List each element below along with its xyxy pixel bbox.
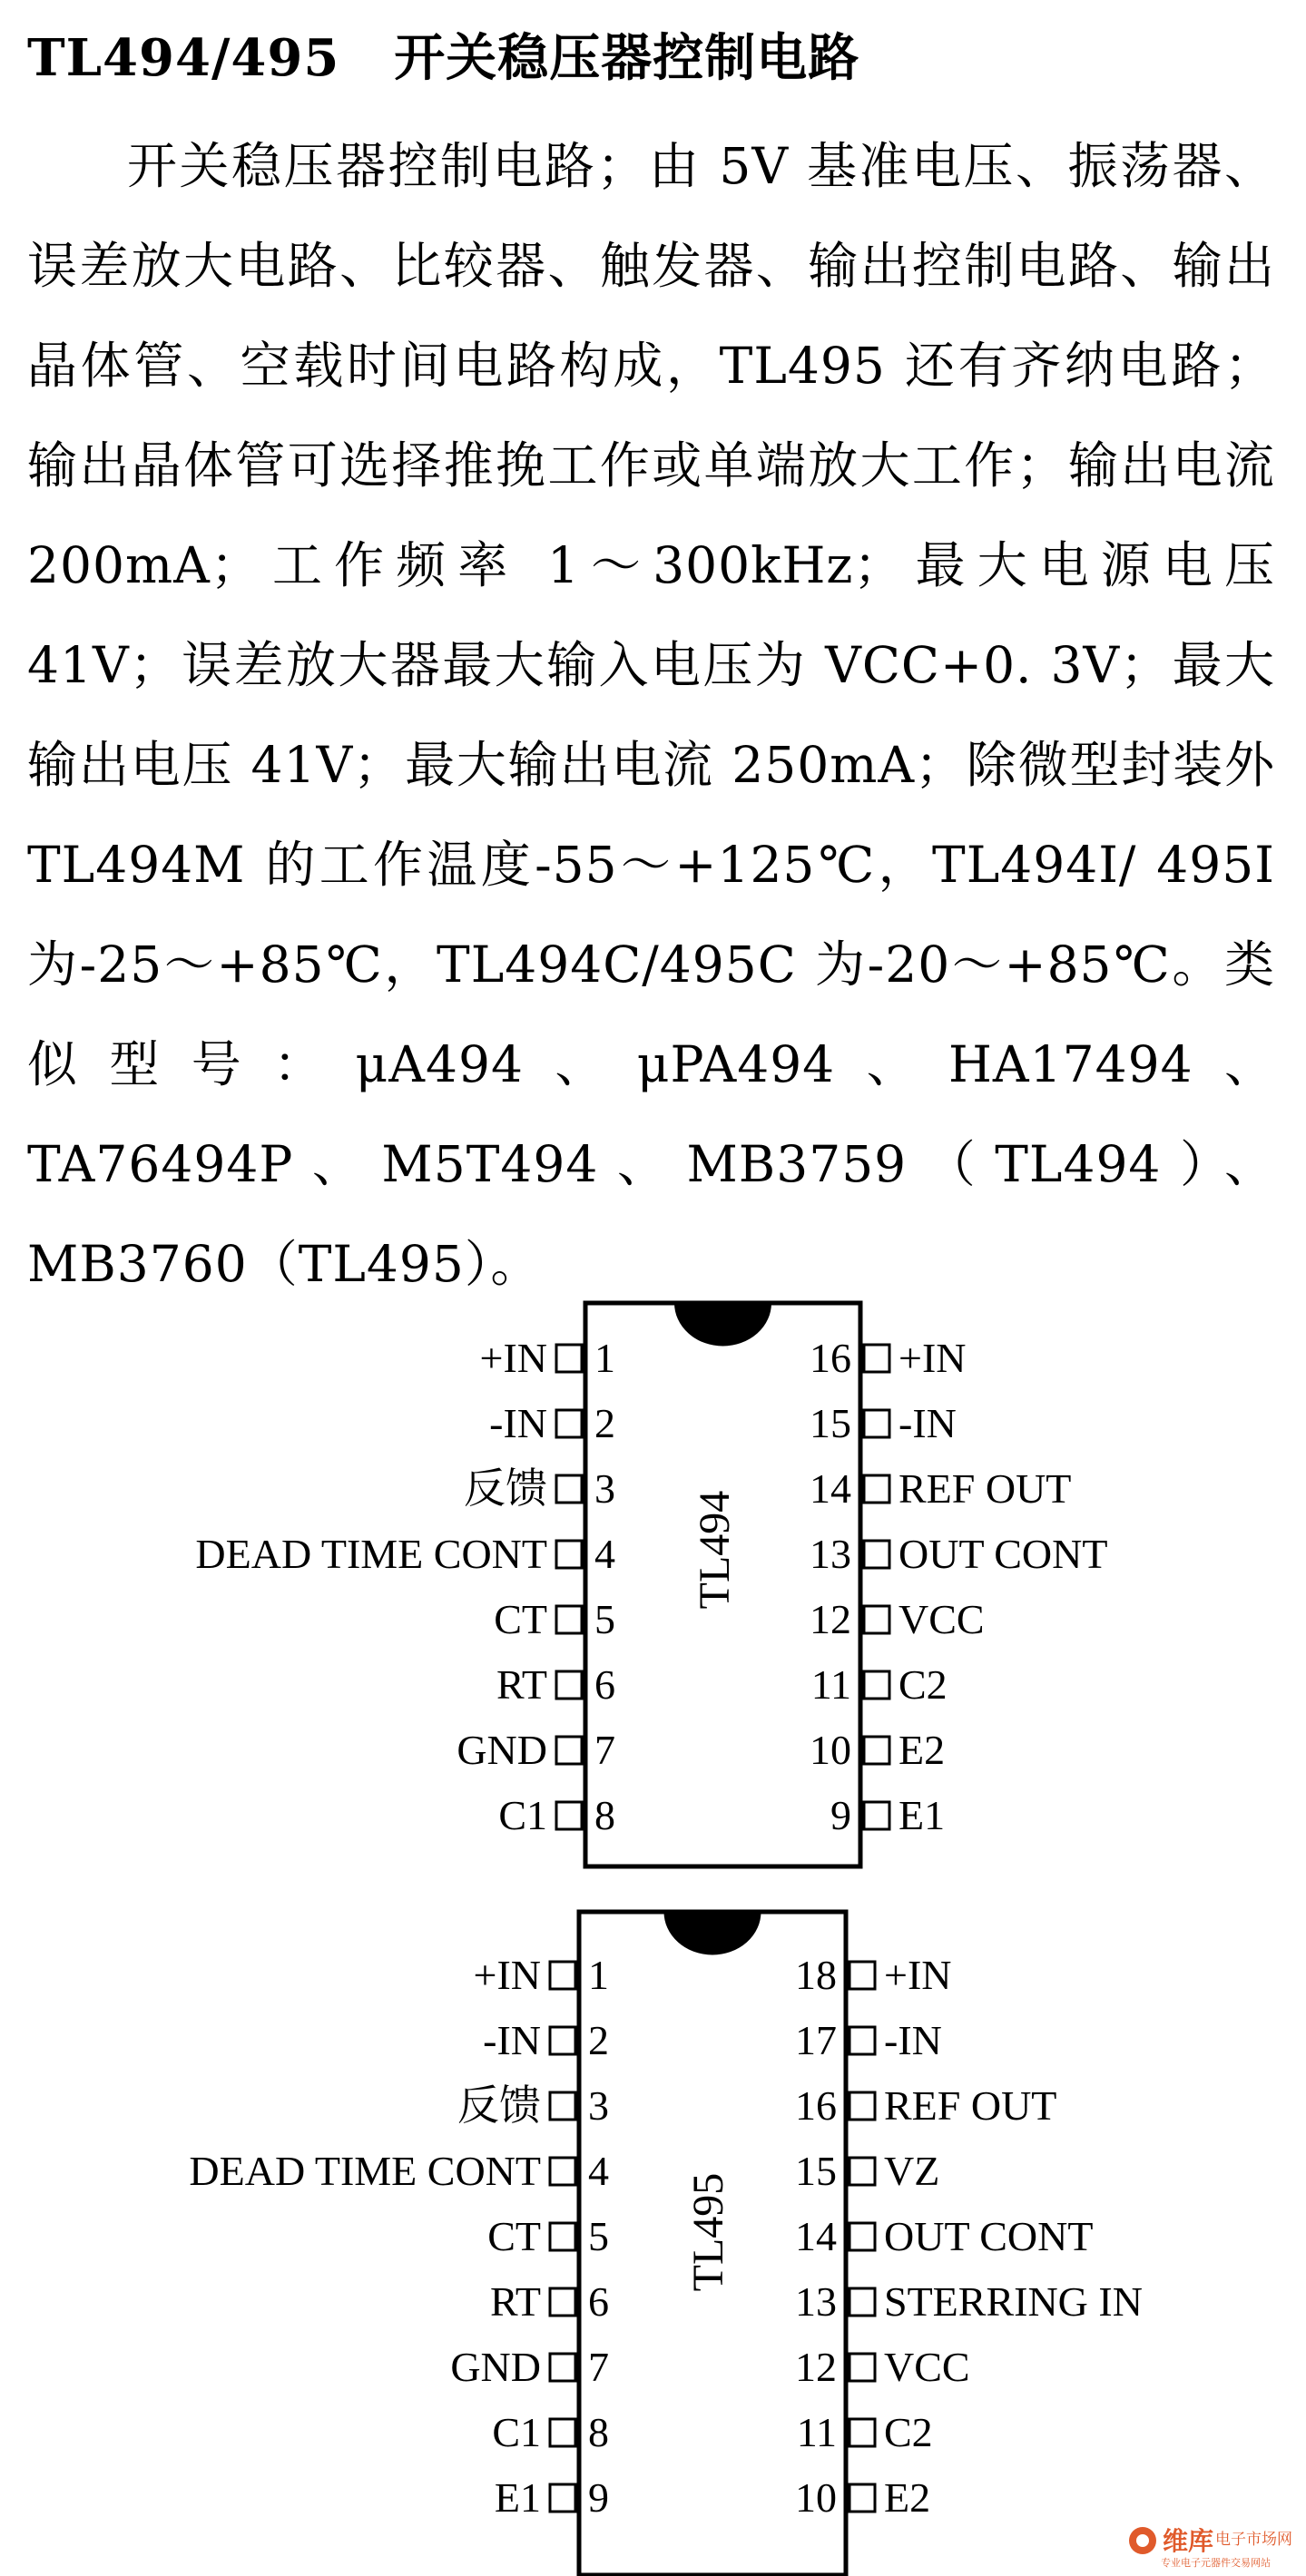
chip1-pin-number-left: 4 — [594, 1531, 615, 1577]
chip2-pin-name-right: OUT CONT — [884, 2213, 1094, 2259]
chip2-pin-number-left: 7 — [588, 2344, 609, 2390]
chip2-pin-name-left: +IN — [473, 1952, 541, 1998]
chip2-pin-number-left: 1 — [588, 1952, 609, 1998]
chip2-pin-name-left: RT — [489, 2278, 541, 2325]
chip1-pin-name-left: +IN — [479, 1335, 547, 1381]
chip2-pin-name-left: 反馈 — [457, 2082, 541, 2129]
chip1-pin-number-right: 12 — [810, 1596, 851, 1642]
chip1-pin-number-right: 11 — [810, 1661, 851, 1708]
chip1-pin-pad-right — [864, 1475, 889, 1503]
chip1-pin-pad-left — [556, 1802, 582, 1829]
chip2-pin-number-right: 18 — [795, 1952, 837, 1998]
chip1-pin-pad-right — [864, 1345, 889, 1372]
chip2-pin-name-right: C2 — [884, 2409, 933, 2455]
chip1-pin-name-left: DEAD TIME CONT — [195, 1531, 547, 1577]
chip1-pin-number-left: 1 — [594, 1335, 615, 1381]
chip2-pin-number-right: 13 — [795, 2278, 837, 2325]
chip2-pin-pad-left — [550, 2158, 575, 2185]
chip1-pin-name-right: E1 — [898, 1792, 946, 1838]
chip1-pin-number-right: 15 — [810, 1400, 851, 1446]
chip2-pin-number-left: 3 — [588, 2082, 609, 2129]
chip2-pin-pad-left — [550, 2484, 575, 2512]
chip1-pin-pad-right — [864, 1410, 889, 1437]
chip1-pin-pad-left — [556, 1737, 582, 1764]
chip2-pin-name-right: +IN — [884, 1952, 952, 1998]
chip1-pin-number-left: 8 — [594, 1792, 615, 1838]
chip1-pin-name-right: C2 — [898, 1661, 948, 1708]
chip2-pin-pad-right — [849, 2158, 875, 2185]
chip1-pin-pad-right — [864, 1541, 889, 1568]
chip2-pin-name-left: C1 — [492, 2409, 541, 2455]
chip1-pin-pad-right — [864, 1606, 889, 1633]
chip2-pin-number-right: 12 — [795, 2344, 837, 2390]
chip2-orientation-notch-icon — [665, 1912, 760, 1954]
chip1-pin-name-right: OUT CONT — [898, 1531, 1108, 1577]
chip2-pin-name-left: DEAD TIME CONT — [189, 2148, 541, 2194]
chip2-pin-pad-right — [849, 2092, 875, 2120]
chip2-pin-name-right: REF OUT — [884, 2082, 1057, 2129]
chip2-pin-name-right: VZ — [884, 2148, 940, 2194]
chip1-pin-name-left: C1 — [498, 1792, 547, 1838]
chip1-pin-number-left: 6 — [594, 1661, 615, 1708]
chip2-pin-pad-left — [550, 2223, 575, 2250]
chip2-pin-pad-right — [849, 2354, 875, 2381]
chip1-pin-pad-left — [556, 1671, 582, 1699]
chip1-pin-number-right: 14 — [810, 1465, 851, 1512]
chip2-pin-number-left: 4 — [588, 2148, 609, 2194]
chip2-pin-pad-right — [849, 2223, 875, 2250]
chip1-pin-name-left: 反馈 — [464, 1465, 547, 1512]
chip2-pin-number-right: 11 — [796, 2409, 837, 2455]
chip2-pin-name-left: -IN — [483, 2017, 541, 2063]
chip1-pin-name-left: GND — [457, 1727, 547, 1773]
watermark-logo — [1124, 2515, 1297, 2571]
chip2-pin-name-left: CT — [487, 2213, 541, 2259]
chip1-pin-name-left: RT — [496, 1661, 547, 1708]
chip2-pin-number-right: 16 — [795, 2082, 837, 2129]
chip1-pin-name-left: -IN — [489, 1400, 547, 1446]
chip1-pin-number-left: 3 — [594, 1465, 615, 1512]
chip1-pin-number-left: 2 — [594, 1400, 615, 1446]
chip2-pin-number-right: 10 — [795, 2474, 837, 2521]
chip1-pin-name-right: +IN — [898, 1335, 967, 1381]
title-part-model: TL494/495 — [27, 28, 340, 88]
chip1-pin-number-left: 7 — [594, 1727, 615, 1773]
chip2-pin-number-right: 15 — [795, 2148, 837, 2194]
chip1-pin-number-left: 5 — [594, 1596, 615, 1642]
chip2-pin-name-right: E2 — [884, 2474, 931, 2521]
chip2-pin-pad-right — [849, 2419, 875, 2446]
chip2-pin-pad-left — [550, 2288, 575, 2316]
chip1-pin-name-right: -IN — [898, 1400, 957, 1446]
chip2-pin-name-right: -IN — [884, 2017, 942, 2063]
description-paragraph: 开关稳压器控制电路；由 5V 基准电压、振荡器、误差放大电路、比较器、触发器、输出控制电路、输出晶体管、空载时间电路构成，TL495 还有齐纳电路；输出晶体管可选择推挽工作或单端放大工作；输出电流 200mA；工作频率 1～300kHz；最大电源电压 41V；误差放大器最大输入电压为 VCC+0. 3V；最大输出电压 41V；最大输出电流 250mA；除微型封装外 TL494M 的工作温度-55～+125℃，TL494I/ 495I 为-25～+85℃，TL494C/495C 为-20～+85℃。类似型号：μA494、μPA494、HA17494、TA76494P、M5T494、MB3759（TL494）、MB3760（TL495）。 — [27, 137, 1275, 1293]
chip2-pin-name-left: E1 — [494, 2474, 541, 2521]
chip1-pin-name-right: REF OUT — [898, 1465, 1072, 1512]
chip1-pin-number-right: 16 — [810, 1335, 851, 1381]
watermark-name: 电子市场网 — [1215, 2531, 1292, 2549]
chip2-pin-number-left: 9 — [588, 2474, 609, 2521]
chip2-pin-number-right: 17 — [795, 2017, 837, 2063]
chip2-pin-pad-left — [550, 2092, 575, 2120]
chip2-pin-name-right: VCC — [884, 2344, 970, 2390]
chip1-pin-number-right: 13 — [810, 1531, 851, 1577]
chip1-pin-pad-right — [864, 1737, 889, 1764]
chip1-pin-number-right: 9 — [830, 1792, 851, 1838]
chip2-pin-pad-right — [849, 2484, 875, 2512]
chip1-pin-pad-left — [556, 1410, 582, 1437]
chip1-pin-name-left: CT — [494, 1596, 547, 1642]
chip2-chip-label: TL495 — [684, 2172, 733, 2292]
chip1-pin-pad-right — [864, 1671, 889, 1699]
chip2-pin-pad-right — [849, 2027, 875, 2054]
chip1-orientation-notch-icon — [676, 1303, 771, 1345]
chip1-pin-pad-left — [556, 1606, 582, 1633]
chip2-pin-number-left: 5 — [588, 2213, 609, 2259]
chip1-pin-pad-right — [864, 1802, 889, 1829]
chip1-pin-pad-left — [556, 1541, 582, 1568]
chip1-pin-pad-left — [556, 1475, 582, 1503]
chip2-pin-number-right: 14 — [795, 2213, 837, 2259]
watermark-brand: 维库 — [1163, 2526, 1214, 2556]
chip1-pin-name-right: E2 — [898, 1727, 946, 1773]
chip2-pin-name-right: STERRING IN — [884, 2278, 1143, 2325]
chip2-pin-number-left: 2 — [588, 2017, 609, 2063]
chip2-pin-pad-left — [550, 2027, 575, 2054]
chip2-pin-pad-right — [849, 1962, 875, 1989]
chip2-pin-number-left: 8 — [588, 2409, 609, 2455]
chip2-pin-pad-left — [550, 1962, 575, 1989]
chip1-pin-number-right: 10 — [810, 1727, 851, 1773]
chip2-pin-pad-left — [550, 2354, 575, 2381]
chip1-chip-label: TL494 — [691, 1490, 740, 1610]
chip2-pin-number-left: 6 — [588, 2278, 609, 2325]
watermark-slogan: 专业电子元器件交易网站 — [1161, 2557, 1271, 2569]
chip2-pin-pad-right — [849, 2288, 875, 2316]
chip2-pin-name-left: GND — [450, 2344, 541, 2390]
chip1-pin-name-right: VCC — [898, 1596, 985, 1642]
chip2-pin-pad-left — [550, 2419, 575, 2446]
chip1-pin-pad-left — [556, 1345, 582, 1372]
title-part-description: 开关稳压器控制电路 — [394, 28, 860, 88]
